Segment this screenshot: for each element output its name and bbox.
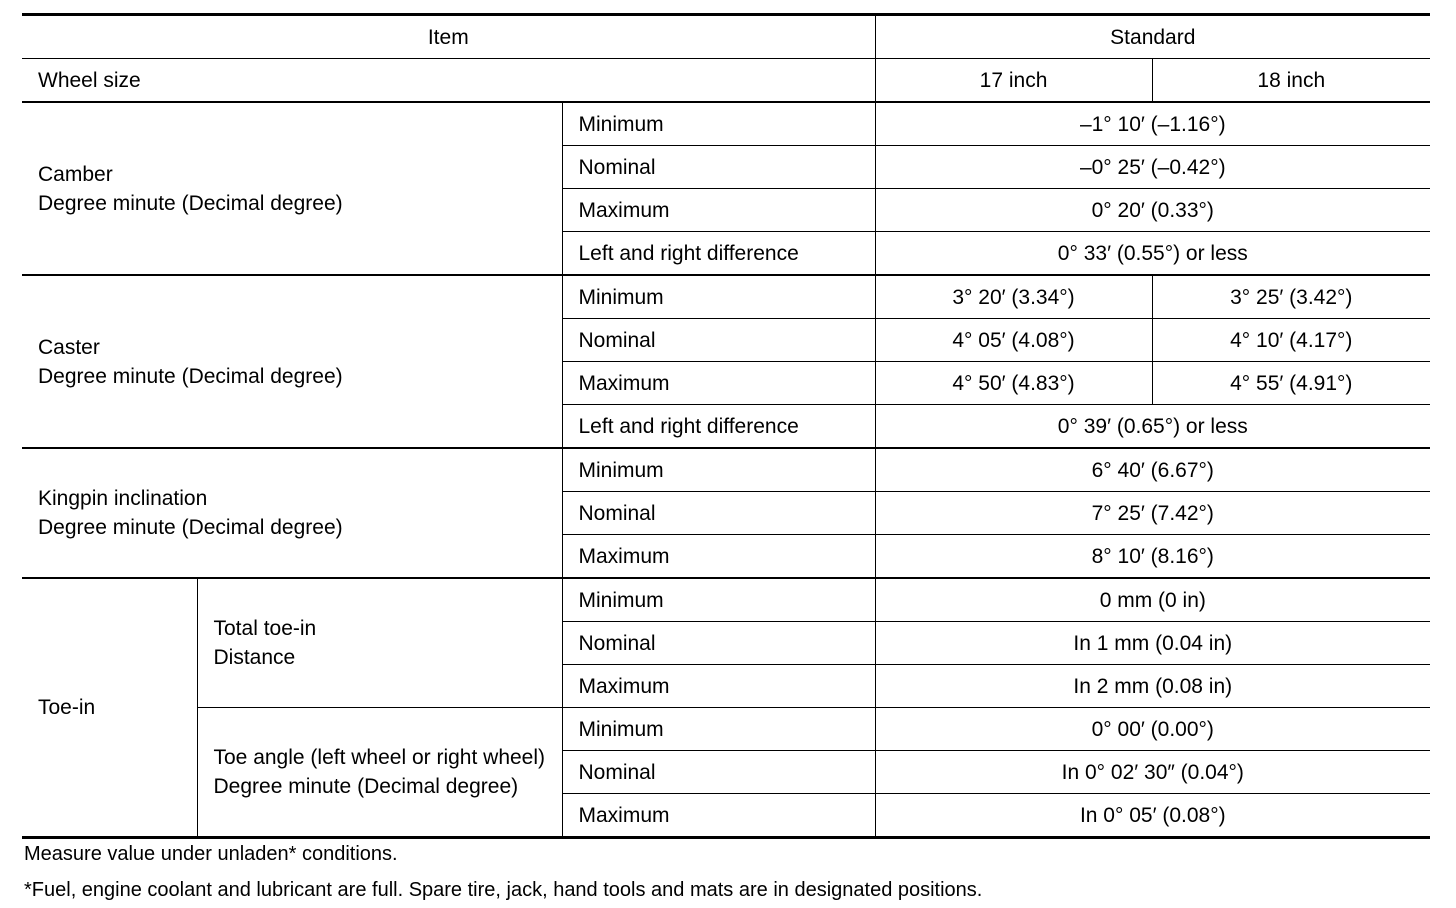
- caster-title: Caster: [38, 335, 100, 359]
- total-toe-in-title: Total toe-in: [213, 617, 317, 640]
- total-toe-nom-value: In 1 mm (0.04 in): [875, 622, 1430, 665]
- toe-angle-max-value: In 0° 05′ (0.08°): [875, 794, 1430, 838]
- wheel-size-label: Wheel size: [22, 59, 875, 103]
- kingpin-nom-value: 7° 25′ (7.42°): [875, 492, 1430, 535]
- caster-diff-value: 0° 39′ (0.65°) or less: [875, 405, 1430, 449]
- kingpin-min-label: Minimum: [562, 448, 875, 492]
- camber-diff-label: Left and right difference: [562, 232, 875, 276]
- caster-min-label: Minimum: [562, 275, 875, 319]
- toe-angle-nom-label: Nominal: [562, 751, 875, 794]
- camber-min-value: –1° 10′ (–1.16°): [875, 102, 1430, 146]
- wheel-size-row: [22, 59, 1430, 103]
- total-toe-max-label: Maximum: [562, 665, 875, 708]
- table-row: [22, 448, 1430, 492]
- camber-title: Camber: [38, 162, 113, 186]
- table-row: [22, 102, 1430, 146]
- total-toe-max-value: In 2 mm (0.08 in): [875, 665, 1430, 708]
- toe-angle-min-label: Minimum: [562, 708, 875, 751]
- header-item: Item: [22, 15, 875, 59]
- table-row: [22, 578, 1430, 622]
- camber-label: [22, 102, 562, 275]
- caster-max-18: 4° 55′ (4.91°): [1152, 362, 1430, 405]
- kingpin-max-value: 8° 10′ (8.16°): [875, 535, 1430, 579]
- total-toe-nom-label: Nominal: [562, 622, 875, 665]
- kingpin-max-label: Maximum: [562, 535, 875, 579]
- caster-nom-label: Nominal: [562, 319, 875, 362]
- header-row: [22, 15, 1430, 59]
- caster-label: [22, 275, 562, 448]
- table-row: [22, 708, 1430, 751]
- camber-nom-value: –0° 25′ (–0.42°): [875, 146, 1430, 189]
- note-unladen-definition: *Fuel, engine coolant and lubricant are full. Spare tire, jack, hand tools and mats are in designated positions.: [24, 879, 983, 901]
- table-row: [22, 275, 1430, 319]
- wheel-size-17: 17 inch: [875, 59, 1152, 103]
- toe-angle-nom-value: In 0° 02′ 30″ (0.04°): [875, 751, 1430, 794]
- toe-in-label: Toe-in: [22, 578, 197, 838]
- camber-max-value: 0° 20′ (0.33°): [875, 189, 1430, 232]
- caster-max-label: Maximum: [562, 362, 875, 405]
- caster-min-18: 3° 25′ (3.42°): [1152, 275, 1430, 319]
- caster-nom-18: 4° 10′ (4.17°): [1152, 319, 1430, 362]
- note-unladen: Measure value under unladen* conditions.: [24, 843, 398, 865]
- table-notes: [24, 836, 982, 908]
- toe-angle-min-value: 0° 00′ (0.00°): [875, 708, 1430, 751]
- toe-angle-label: [197, 708, 562, 838]
- caster-min-17: 3° 20′ (3.34°): [875, 275, 1152, 319]
- total-toe-min-label: Minimum: [562, 578, 875, 622]
- camber-min-label: Minimum: [562, 102, 875, 146]
- wheel-size-18: 18 inch: [1152, 59, 1430, 103]
- caster-unit: Degree minute (Decimal degree): [38, 364, 343, 388]
- kingpin-unit: Degree minute (Decimal degree): [38, 516, 343, 539]
- total-toe-min-value: 0 mm (0 in): [875, 578, 1430, 622]
- caster-diff-label: Left and right difference: [562, 405, 875, 449]
- total-toe-in-unit: Distance: [213, 646, 296, 669]
- toe-angle-unit: Degree minute (Decimal degree): [213, 775, 519, 798]
- camber-diff-value: 0° 33′ (0.55°) or less: [875, 232, 1430, 276]
- header-standard: Standard: [875, 15, 1430, 59]
- kingpin-title: Kingpin inclination: [38, 487, 208, 510]
- camber-max-label: Maximum: [562, 189, 875, 232]
- kingpin-nom-label: Nominal: [562, 492, 875, 535]
- camber-nom-label: Nominal: [562, 146, 875, 189]
- kingpin-label: [22, 448, 562, 578]
- caster-max-17: 4° 50′ (4.83°): [875, 362, 1152, 405]
- kingpin-min-value: 6° 40′ (6.67°): [875, 448, 1430, 492]
- toe-angle-max-label: Maximum: [562, 794, 875, 838]
- camber-unit: Degree minute (Decimal degree): [38, 191, 343, 215]
- toe-angle-title: Toe angle (left wheel or right wheel): [213, 746, 546, 769]
- total-toe-in-label: [197, 578, 562, 708]
- wheel-alignment-spec-table: [22, 13, 1430, 839]
- caster-nom-17: 4° 05′ (4.08°): [875, 319, 1152, 362]
